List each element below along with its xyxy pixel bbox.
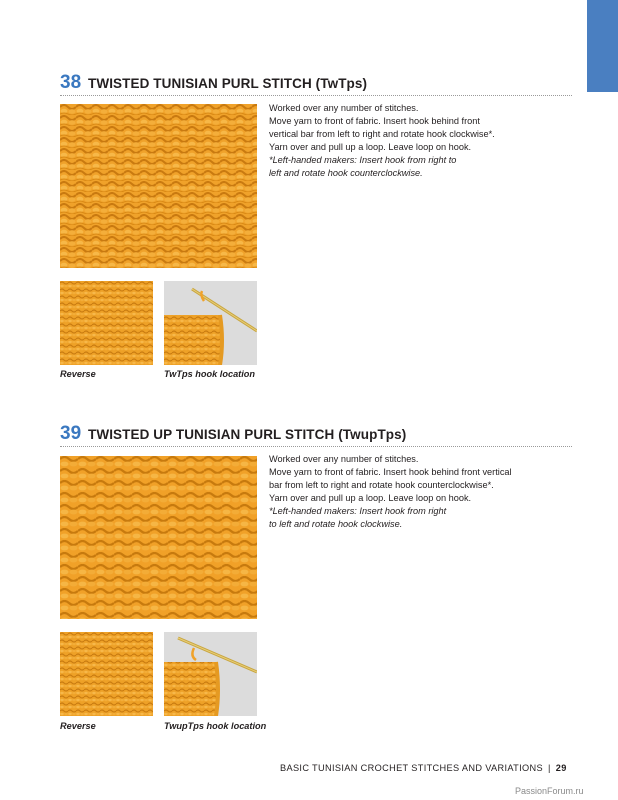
stitch-39-note2: to left and rotate hook clockwise. (269, 518, 403, 529)
page-footer (280, 763, 567, 773)
stitch-38-number: 38 (60, 72, 82, 93)
stitch-38-title: TWISTED TUNISIAN PURL STITCH (TwTps) (88, 76, 368, 91)
stitch-38-caption-hook: TwTps hook location (164, 369, 256, 379)
stitch-38-line4: Yarn over and pull up a loop. Leave loop on hook. (269, 141, 472, 152)
stitch-39-heading (60, 423, 572, 447)
stitch-39-caption-hook: TwupTps hook location (164, 721, 267, 731)
stitch-38-hook-photo (164, 281, 257, 365)
page-number: 29 (555, 763, 567, 773)
footer-separator: | (548, 763, 551, 773)
stitch-38-description (269, 102, 569, 179)
stitch-39-note1: *Left-handed makers: Insert hook from right (269, 505, 447, 516)
stitch-38-note2: left and rotate hook counterclockwise. (269, 167, 423, 178)
stitch-39-line4: Yarn over and pull up a loop. Leave loop on hook. (269, 492, 472, 503)
stitch-38-line1: Worked over any number of stitches. (269, 103, 419, 113)
stitch-39-line2: Move yarn to front of fabric. Insert hook behind front vertical (269, 466, 512, 477)
chapter-tab (587, 0, 618, 92)
stitch-38-line2: Move yarn to front of fabric. Insert hook behind front (269, 115, 480, 126)
stitch-39-title: TWISTED UP TUNISIAN PURL STITCH (TwupTps) (88, 427, 407, 442)
stitch-39-description (269, 453, 569, 530)
stitch-39-hook-photo (164, 632, 257, 716)
stitch-39-number: 39 (60, 423, 82, 444)
stitch-39-reverse-swatch (60, 632, 153, 716)
footer-section-title: BASIC TUNISIAN CROCHET STITCHES AND VARIATIONS (280, 763, 544, 773)
stitch-38-main-swatch (60, 104, 257, 268)
stitch-39-main-swatch (60, 456, 257, 619)
stitch-38-heading (60, 72, 572, 96)
stitch-38-caption-reverse: Reverse (60, 369, 96, 379)
stitch-38-reverse-swatch (60, 281, 153, 365)
stitch-38-note1: *Left-handed makers: Insert hook from right to (269, 154, 457, 165)
stitch-39-line3: bar from left to right and rotate hook counterclockwise*. (269, 479, 494, 490)
stitch-39-caption-reverse: Reverse (60, 721, 96, 731)
stitch-39-line1: Worked over any number of stitches. (269, 454, 419, 464)
watermark: PassionForum.ru (515, 786, 584, 796)
stitch-38-line3: vertical bar from left to right and rotate hook clockwise*. (269, 128, 495, 139)
